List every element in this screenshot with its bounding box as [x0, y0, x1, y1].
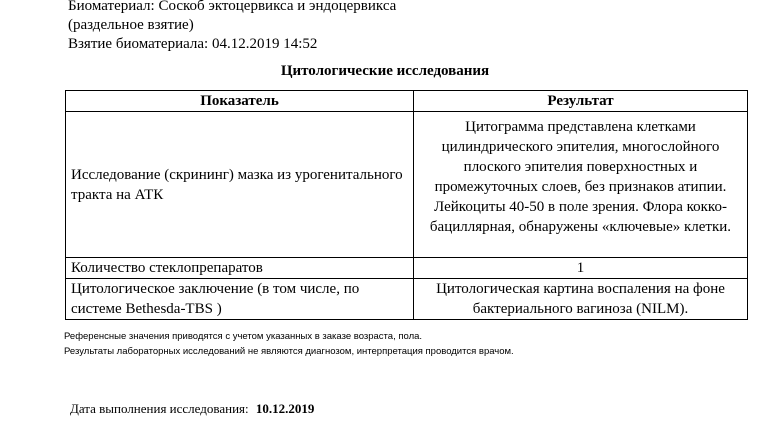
reference-note: Референсные значения приводятся с учетом указанных в заказе возраста, пола. [64, 331, 423, 342]
diagnosis-note: Результаты лабораторных исследований не являются диагнозом, интерпретация проводится врачом. [64, 346, 514, 357]
parameter-cell: Исследование (скрининг) мазка из урогенитального тракта на АТК [66, 112, 414, 258]
section-title: Цитологические исследования [280, 63, 490, 79]
completion-date [70, 401, 314, 417]
results-table [65, 90, 748, 320]
table-header-row [66, 91, 748, 112]
result-cell: Цитограмма представлена клетками цилиндрического эпителия, многослойного плоского эпителия поверхностных и промежуточных слоев, без признаков атипии. Лейкоциты 40-50 в поле зрения. Флора кокко-бациллярная, обнаружены «ключевые» клетки. [414, 112, 748, 258]
disclaimer-notes [64, 329, 514, 359]
parameter-cell: Количество стеклопрепаратов [66, 258, 414, 279]
completion-date-label: Дата выполнения исследования: [70, 401, 249, 416]
biomaterial-line: Биоматериал: Соскоб эктоцервикса и эндоцервикса [68, 0, 397, 14]
sample-info [68, 0, 396, 54]
completion-date-value: 10.12.2019 [255, 401, 315, 416]
parameter-cell: Цитологическое заключение (в том числе, по системе Bethesda-TBS ) [66, 279, 414, 320]
result-cell: Цитологическая картина воспаления на фоне бактериального вагиноза (NILM). [414, 279, 748, 320]
sampling-line: Взятие биоматериала: 04.12.2019 14:52 [68, 36, 318, 52]
table-row [66, 279, 748, 320]
column-header-parameter: Показатель [66, 91, 414, 112]
biomaterial-note: (раздельное взятие) [68, 17, 194, 33]
table-row [66, 112, 748, 258]
column-header-result: Результат [414, 91, 748, 112]
result-cell: 1 [414, 258, 748, 279]
table-row [66, 258, 748, 279]
